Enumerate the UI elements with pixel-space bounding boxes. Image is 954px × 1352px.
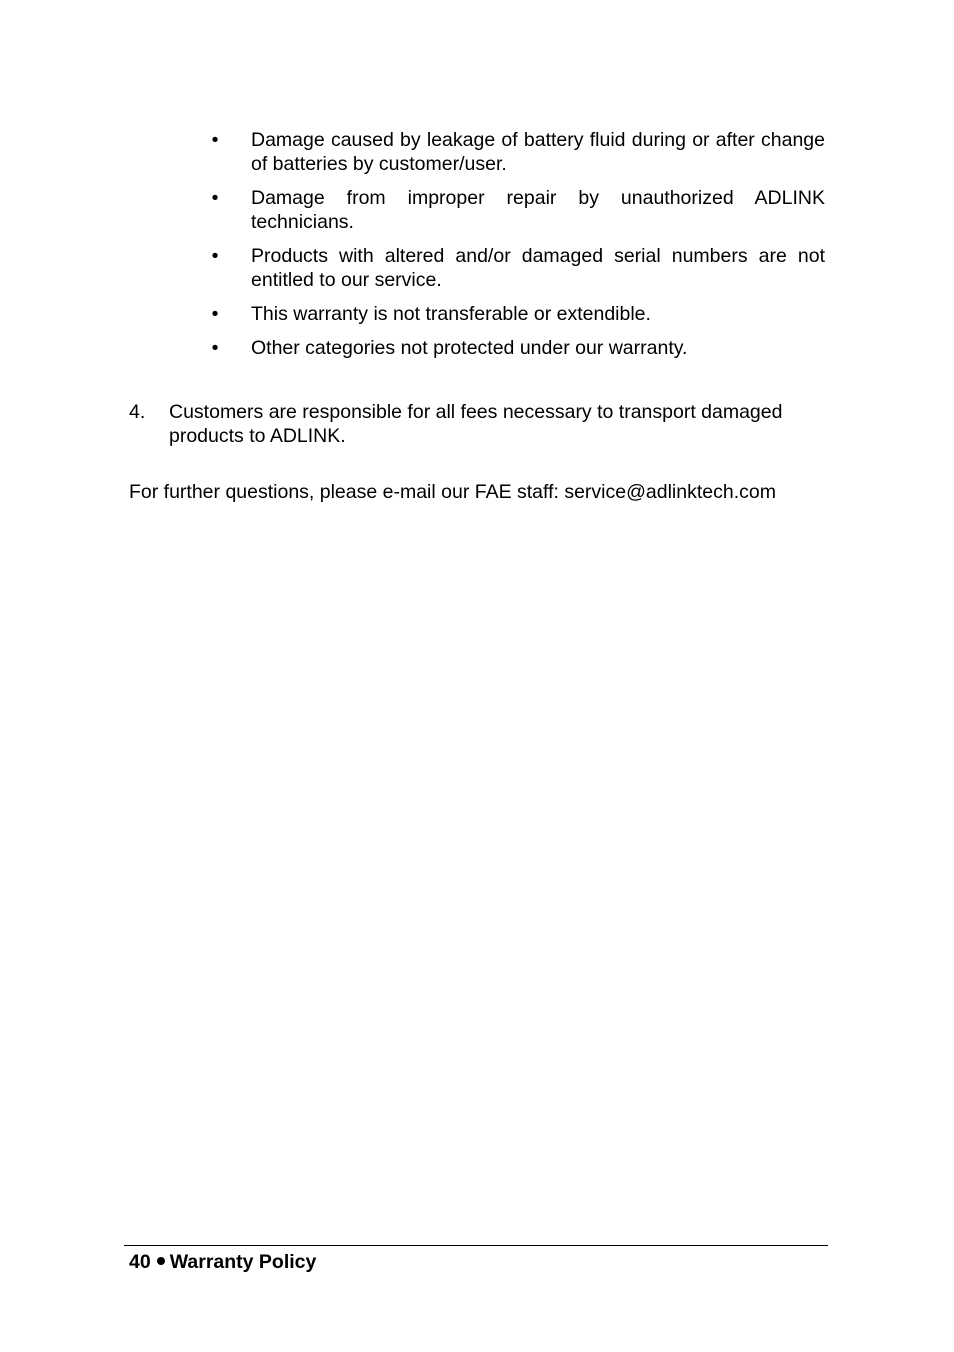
page-footer xyxy=(129,1250,316,1274)
list-item xyxy=(208,128,825,176)
list-item xyxy=(208,336,825,360)
list-item xyxy=(208,244,825,292)
numbered-item-4 xyxy=(129,400,829,448)
item-text: Customers are responsible for all fees necessary to transport damaged products to ADLINK. xyxy=(169,401,783,447)
list-item xyxy=(208,186,825,234)
item-number: 4. xyxy=(129,401,146,423)
bullet-icon: • xyxy=(211,303,219,325)
footer-divider xyxy=(124,1245,828,1246)
section-title: Warranty Policy xyxy=(169,1251,317,1273)
bullet-icon: • xyxy=(211,187,219,209)
list-item-text: Products with altered and/or damaged serial numbers are not entitled to our service. xyxy=(251,245,825,291)
separator-dot-icon xyxy=(157,1257,165,1265)
bullet-icon: • xyxy=(211,129,219,151)
list-item-text: Other categories not protected under our warranty. xyxy=(251,337,688,359)
list-item xyxy=(208,302,825,326)
contact-paragraph: For further questions, please e-mail our FAE staff: service@adlinktech.com xyxy=(129,481,776,503)
bullet-icon: • xyxy=(211,245,219,267)
list-item-text: Damage from improper repair by unauthorized ADLINK technicians. xyxy=(251,187,825,233)
page-number: 40 xyxy=(129,1251,151,1273)
list-item-text: This warranty is not transferable or extendible. xyxy=(251,303,651,325)
list-item-text: Damage caused by leakage of battery fluid during or after change of batteries by customer/user. xyxy=(251,129,825,175)
warranty-exclusions-list xyxy=(208,128,825,370)
bullet-icon: • xyxy=(211,337,219,359)
